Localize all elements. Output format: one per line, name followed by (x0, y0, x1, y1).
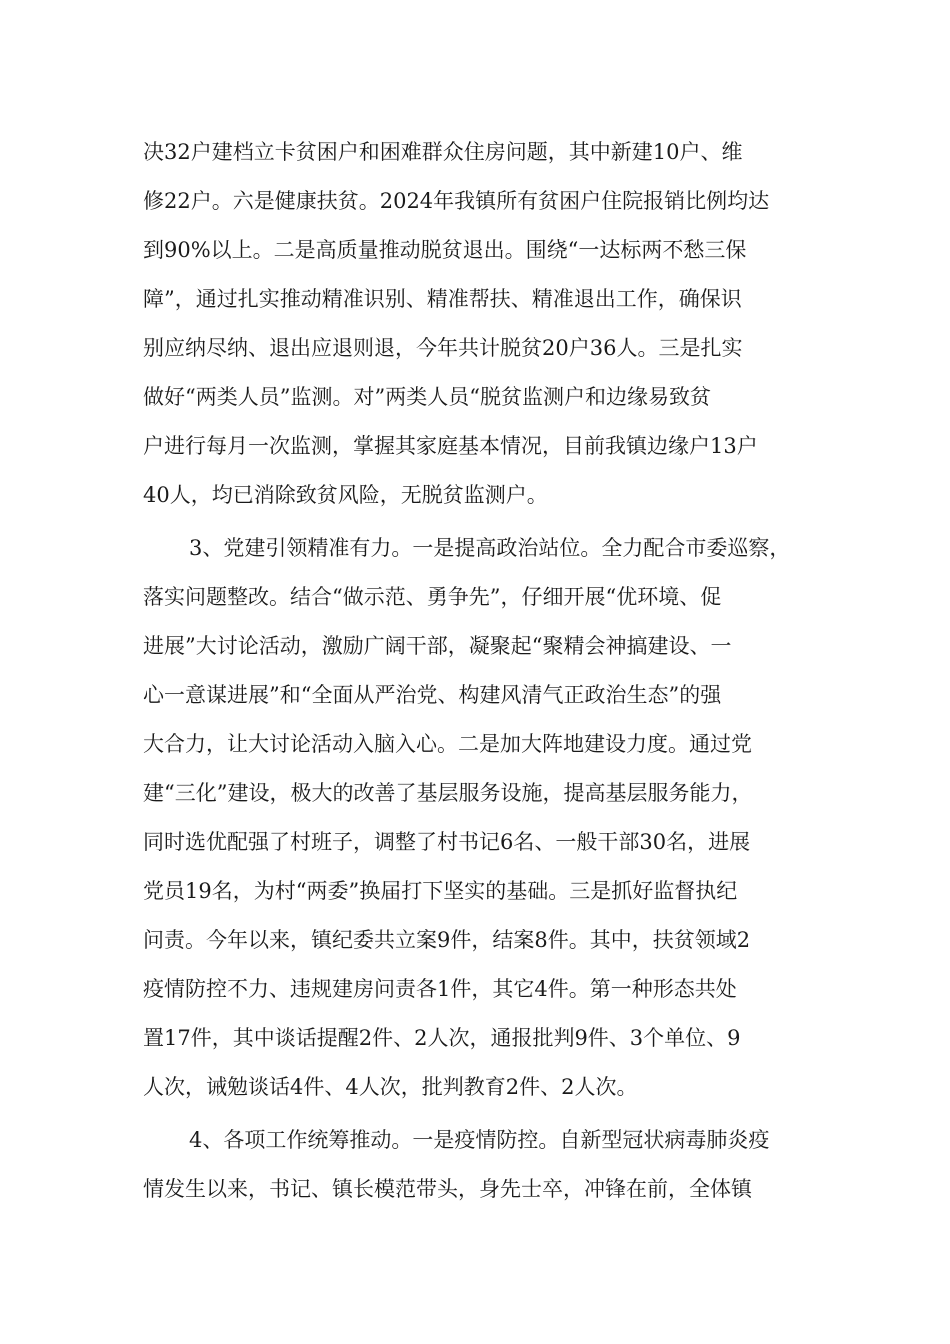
body-text-line: 户进行每月一次监测，掌握其家庭基本情况，目前我镇边缘户13户 (143, 434, 758, 458)
body-text-line: 落实问题整改。结合“做示范、勇争先”，仔细开展“优环境、促 (143, 585, 722, 609)
body-text-line: 心一意谋进展”和“全面从严治党、构建风清气正政治生态”的强 (143, 683, 722, 707)
body-text-line: 党员19名，为村“两委”换届打下坚实的基础。三是抓好监督执纪 (143, 879, 738, 903)
body-text-line: 别应纳尽纳、退出应退则退，今年共计脱贫20户36人。三是扎实 (143, 336, 743, 360)
body-text-line: 同时选优配强了村班子，调整了村书记6名、一般干部30名，进展 (143, 830, 751, 854)
paragraph-4-first-line: 4、各项工作统筹推动。一是疫情防控。自新型冠状病毒肺炎疫 (189, 1128, 770, 1152)
body-text-line: 决32户建档立卡贫困户和困难群众住房问题，其中新建10户、维 (143, 140, 743, 164)
body-text-line: 40人，均已消除致贫风险，无脱贫监测户。 (143, 483, 548, 507)
body-text-line: 人次，诫勉谈话4件、4人次，批判教育2件、2人次。 (143, 1075, 638, 1099)
body-text-line: 疫情防控不力、违规建房问责各1件，其它4件。第一种形态共处 (143, 977, 737, 1001)
body-text-line: 置17件，其中谈话提醒2件、2人次，通报批判9件、3个单位、9 (143, 1026, 741, 1050)
body-text-line: 到90%以上。二是高质量推动脱贫退出。围绕“一达标两不愁三保 (143, 238, 747, 262)
paragraph-3-first-line: 3、党建引领精准有力。一是提高政治站位。全力配合市委巡察， (189, 536, 791, 560)
body-text-line: 做好“两类人员”监测。对”两类人员“脱贫监测户和边缘易致贫 (143, 385, 711, 409)
body-text-line: 建“三化”建设，极大的改善了基层服务设施，提高基层服务能力， (143, 781, 753, 805)
body-text-line: 情发生以来，书记、镇长模范带头，身先士卒，冲锋在前，全体镇 (143, 1177, 752, 1201)
body-text-line: 修22户。六是健康扶贫。2024年我镇所有贫困户住院报销比例均达 (143, 189, 770, 213)
body-text-line: 问责。今年以来，镇纪委共立案9件，结案8件。其中，扶贫领域2 (143, 928, 751, 952)
body-text-line: 障”，通过扎实推动精准识别、精准帮扶、精准退出工作，确保识 (143, 287, 742, 311)
body-text-line: 进展”大讨论活动，激励广阔干部，凝聚起“聚精会神搞建设、一 (143, 634, 732, 658)
body-text-line: 大合力，让大讨论活动入脑入心。二是加大阵地建设力度。通过党 (143, 732, 752, 756)
